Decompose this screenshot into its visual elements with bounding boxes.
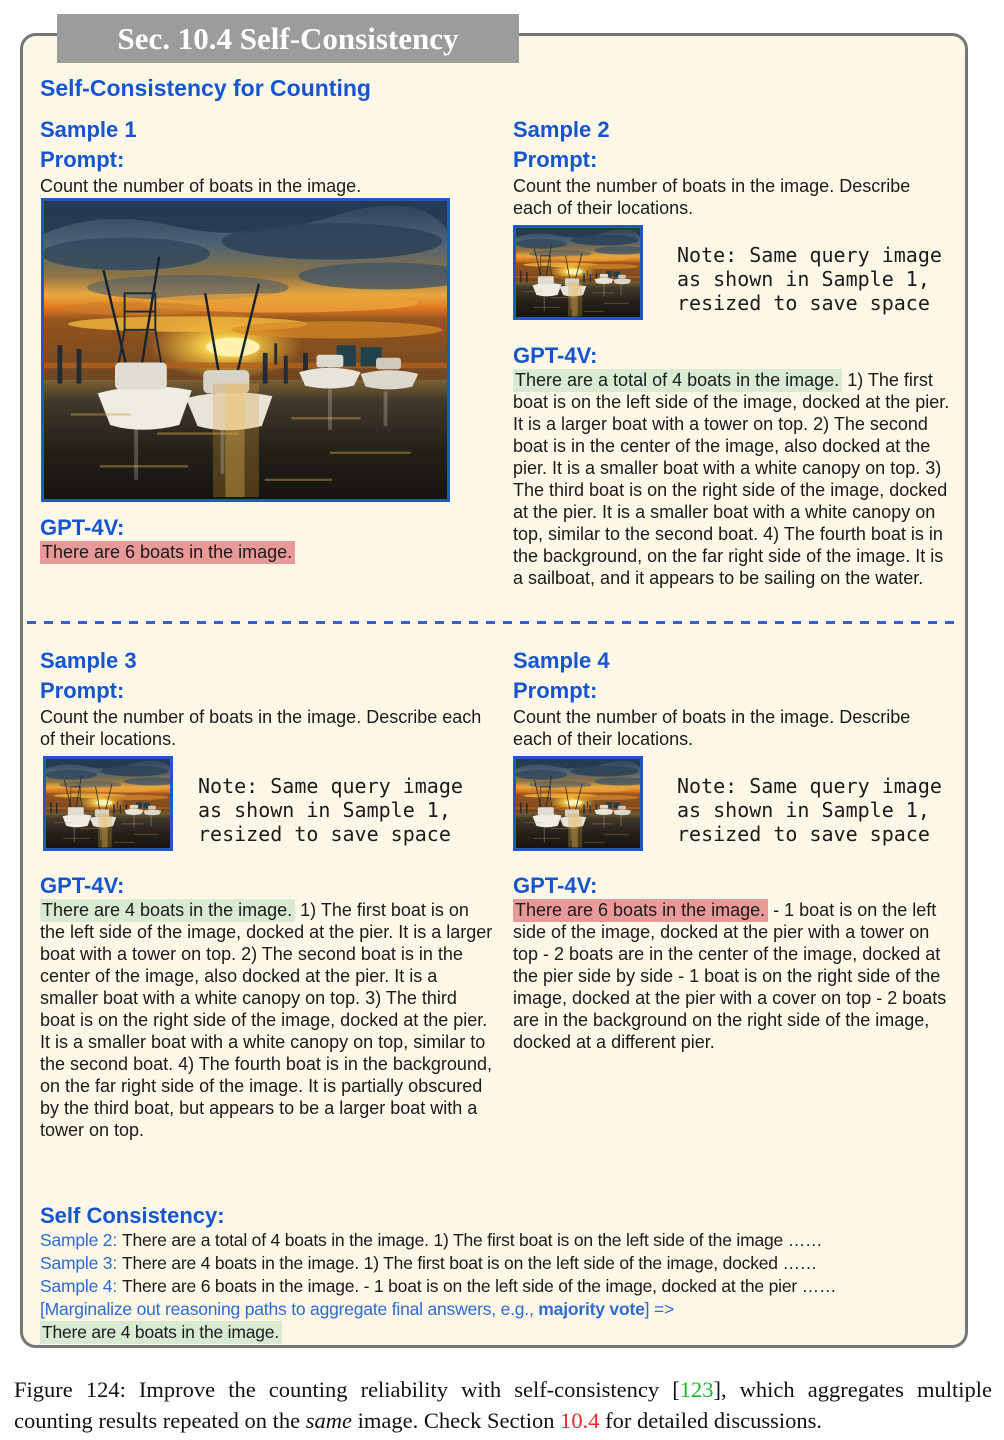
final-answer-line <box>40 1321 282 1344</box>
sample-4-answer-highlight: There are 6 boats in the image. <box>513 899 768 922</box>
sample-4-heading: Sample 4 <box>513 648 610 673</box>
sample-4-model-label: GPT-4V: <box>513 873 598 898</box>
self-consistency-line <box>40 1275 836 1298</box>
majority-vote-bold: majority vote <box>538 1299 645 1319</box>
sample-2-model-label: GPT-4V: <box>513 343 598 368</box>
sunset-marina-illustration <box>44 201 447 499</box>
sample-3-answer-highlight: There are 4 boats in the image. <box>40 899 295 922</box>
sample-2-note: Note: Same query image as shown in Sample 1, resized to save space <box>677 243 942 315</box>
sample-3-model-label: GPT-4V: <box>40 873 125 898</box>
sample-1-prompt-text: Count the number of boats in the image. <box>40 176 362 196</box>
sample-1-heading: Sample 1 <box>40 117 137 142</box>
sample-4-ref-label: Sample 4: <box>40 1276 117 1296</box>
sample-3-query-image <box>43 756 173 851</box>
section-link-10-4[interactable]: 10.4 <box>560 1408 600 1433</box>
caption-text: Figure 124: Improve the counting reliability with self-consistency [ <box>14 1377 680 1402</box>
sample-1-query-image <box>41 198 450 502</box>
sample-3-ref-text: There are 4 boats in the image. 1) The first boat is on the left side of the image, docked …… <box>122 1253 818 1273</box>
sample-2-heading: Sample 2 <box>513 117 610 142</box>
citation-link-123[interactable]: 123 <box>679 1377 714 1402</box>
sample-4-answer-rest: - 1 boat is on the left side of the image, docked at the pier with a tower on top - 2 boats are in the center of the image, docked at the pier side by side - 1 boat is on the right side of the image, docked at the pier with a cover on top - 2 boats are in the background on the right side of the image, docked at a different pier. <box>513 900 947 1052</box>
figure-caption <box>14 1374 992 1436</box>
final-answer-highlight: There are 4 boats in the image. <box>40 1321 282 1344</box>
sample-3-heading: Sample 3 <box>40 648 137 673</box>
marginalize-line <box>40 1298 674 1321</box>
dashed-divider <box>27 621 961 624</box>
caption-text: image. Check Section <box>352 1408 561 1433</box>
marginalize-suffix: ] => <box>644 1299 674 1319</box>
sample-2-answer <box>513 369 956 589</box>
sample-1-answer <box>40 541 495 563</box>
sample-3-ref-label: Sample 3: <box>40 1253 117 1273</box>
sample-4-query-image <box>513 756 643 851</box>
sample-2-answer-highlight: There are a total of 4 boats in the image. <box>513 369 842 392</box>
section-badge <box>57 14 519 63</box>
figure-panel <box>20 33 968 1348</box>
sample-2-prompt-text: Count the number of boats in the image. Describe each of their locations. <box>513 176 911 218</box>
sample-4-ref-text: There are 6 boats in the image. - 1 boat is on the left side of the image, docked at the pier …… <box>122 1276 837 1296</box>
sample-4-prompt-text: Count the number of boats in the image. Describe each of their locations. <box>513 707 911 749</box>
caption-text: ], which aggregates multiple counting results repeated on the <box>14 1377 992 1433</box>
section-badge-title: Sec. 10.4 Self-Consistency <box>117 20 459 56</box>
caption-text: for detailed discussions. <box>599 1408 822 1433</box>
sample-4-answer <box>513 899 956 1053</box>
sunset-marina-illustration <box>516 759 640 848</box>
sample-1-model-label: GPT-4V: <box>40 515 125 540</box>
sample-2-ref-label: Sample 2: <box>40 1230 117 1250</box>
sunset-marina-illustration <box>516 228 640 317</box>
sample-3-answer <box>40 899 493 1141</box>
panel-title: Self-Consistency for Counting <box>40 75 371 101</box>
sample-2-query-image <box>513 225 643 320</box>
sample-2-answer-rest: 1) The first boat is on the left side of the image, docked at the pier. It is a larger boat with a tower on top. 2) The second boat is in the center of the image, also docked at the pier. It is a smaller boat with a white canopy on top. 3) The third boat is on the right side of the image, docked at the pier. It is a smaller boat with a white canopy on top, similar to the second boat. 4) The fourth boat is in the background, on the far right side of the image. It is a sailboat, and it appears to be sailing on the water. <box>513 370 950 588</box>
sample-1-answer-highlight: There are 6 boats in the image. <box>40 541 295 564</box>
sample-3-note: Note: Same query image as shown in Sample 1, resized to save space <box>198 774 463 846</box>
sample-1-prompt-label: Prompt: <box>40 147 125 172</box>
sample-4-prompt-label: Prompt: <box>513 678 598 703</box>
sample-2-prompt-label: Prompt: <box>513 147 598 172</box>
self-consistency-line <box>40 1252 817 1275</box>
sample-4-note: Note: Same query image as shown in Sample 1, resized to save space <box>677 774 942 846</box>
sample-3-answer-rest: 1) The first boat is on the left side of the image, docked at the pier. It is a larger boat with a tower on top. 2) The second boat is in the center of the image, also docked at the pier. It is a smaller boat with a white canopy on top. 3) The third boat is on the right side of the image, docked at the pier. It is a smaller boat with a white canopy on top, similar to the second boat. 4) The fourth boat is in the background, on the far right side of the image. It is partially obscured by the third boat, but appears to be a larger boat with a tower on top. <box>40 900 493 1140</box>
self-consistency-title: Self Consistency: <box>40 1203 225 1228</box>
sample-3-prompt-label: Prompt: <box>40 678 125 703</box>
sample-2-ref-text: There are a total of 4 boats in the image. 1) The first boat is on the left side of the image …… <box>122 1230 823 1250</box>
marginalize-prefix: [Marginalize out reasoning paths to aggregate final answers, e.g., <box>40 1299 539 1319</box>
self-consistency-line <box>40 1229 822 1252</box>
sunset-marina-illustration <box>46 759 170 848</box>
sample-3-prompt-text: Count the number of boats in the image. Describe each of their locations. <box>40 707 482 749</box>
caption-italic-same: same <box>305 1408 353 1433</box>
